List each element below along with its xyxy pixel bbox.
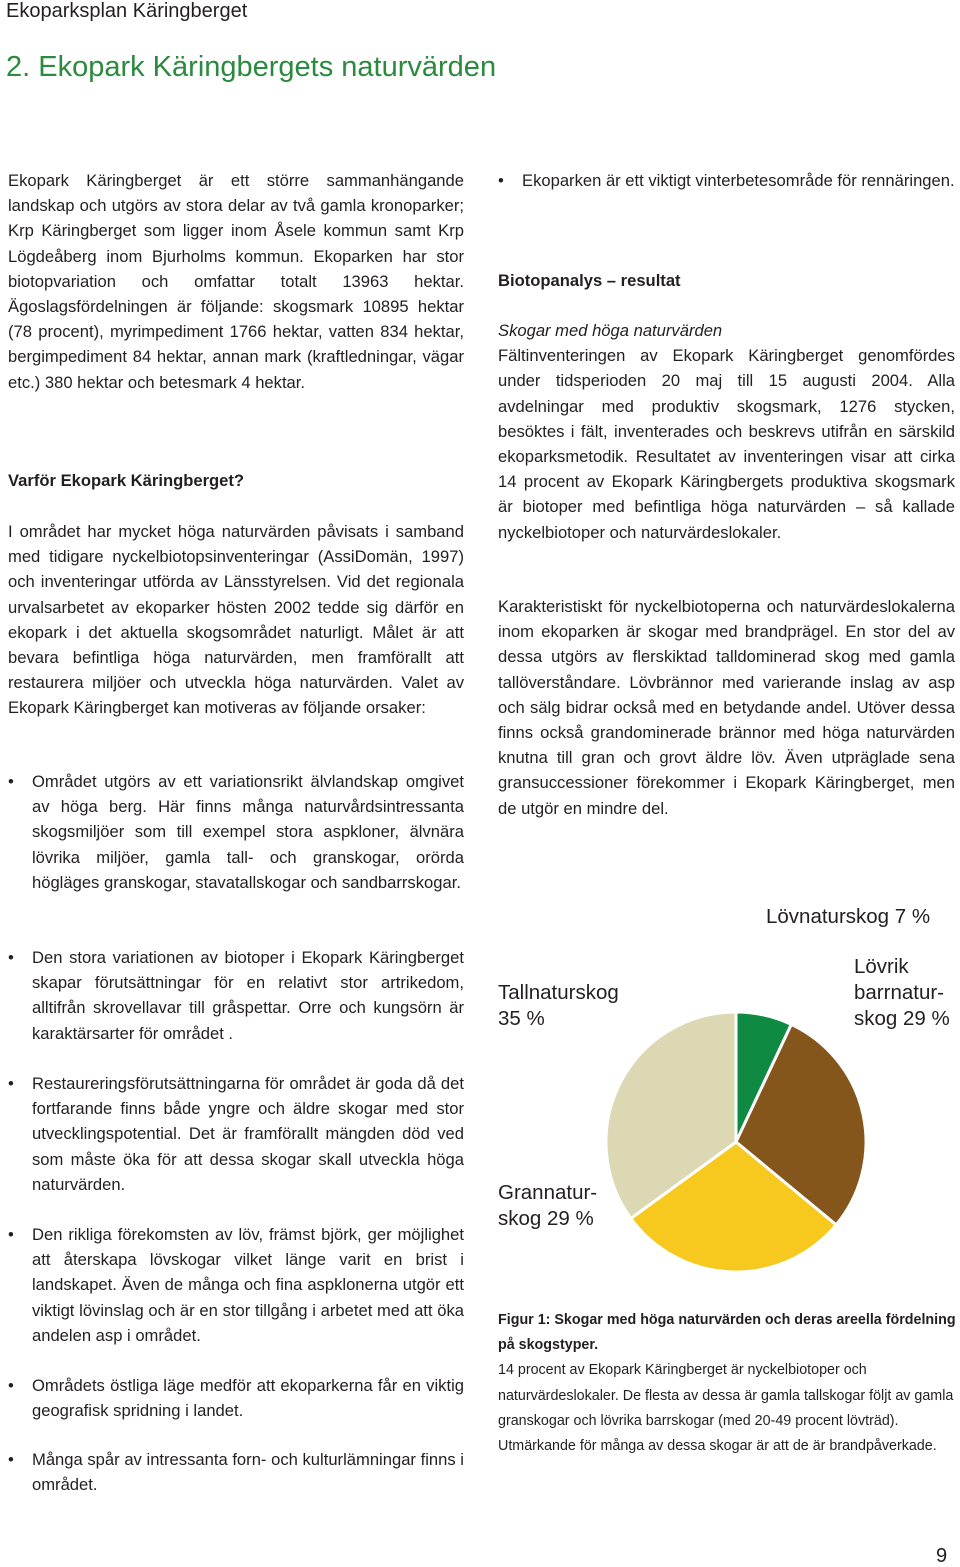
- running-header: [0, 0, 960, 24]
- figure-caption: [498, 1308, 956, 1459]
- caption-text: 14 procent av Ekopark Käringberget är nyckelbiotoper och naturvärdeslokaler. De flesta av dessa är gamla tallskogar följt av gamla granskogar och lövrika barrskogar (med 20-49 procent lövträd). Utmärkande för många av dessa skogar är att de är brandpåverkade.: [498, 1362, 954, 1455]
- caption-title: Figur 1: Skogar med höga naturvärden och deras areella fördelning på skogstyper.: [498, 1312, 956, 1354]
- reasons-list-4: [8, 1222, 464, 1348]
- reason-bullet: • Den stora variationen av biotoper i Ekopark Käringberget skapar förutsättningar för en relativt stor artrikedom, alltifrån skrovellavar till gråspettar. Orre och kungsörn är karaktärsarter för området .: [8, 945, 464, 1046]
- analysis-heading: Biotopanalys – resultat: [498, 271, 681, 290]
- reason-bullet: • Området utgörs av ett variationsrikt älvlandskap omgivet av höga berg. Här finns många naturvårdsintressanta skogsmiljöer som till exempel stora aspkloner, älvnära lövrika miljöer, gamla tall- och granskogar, orörda högläges granskogar, stavatallskogar och sandbarrskogar.: [8, 769, 464, 895]
- reason-bullet: • Områdets östliga läge medför att ekoparkerna får en viktig geografisk spridning i landet.: [8, 1373, 464, 1423]
- pie-chart: [490, 900, 960, 1300]
- reasons-list-6: [8, 1447, 464, 1497]
- label-lovrik-barrnaturskog: Lövrik barrnatur- skog 29 %: [854, 955, 950, 1030]
- label-lovnaturskog: Lövnaturskog 7 %: [766, 905, 931, 928]
- reasons-list-1: [8, 769, 464, 895]
- label-grannaturskog: Grannatur- skog 29 %: [498, 1181, 598, 1230]
- section-title: 2. Ekopark Käringbergets naturvärden: [6, 51, 497, 83]
- left-column: [8, 168, 464, 395]
- reasons-list-3: [8, 1071, 464, 1197]
- character-section: [498, 594, 955, 821]
- why-body: [8, 519, 464, 721]
- why-heading: Varför Ekopark Käringberget?: [8, 471, 245, 490]
- field-section: [498, 318, 955, 545]
- intro-paragraph: Ekopark Käringberget är ett större sammanhängande landskap och utgörs av stora delar av två gamla kronoparker; Krp Käringberget som ligger inom Åsele kommun samt Krp Lögdeåberg inom Bjurholms kommun. Ekoparken har stor biotopvariation och omfattar totalt 13963 hektar. Ägoslagsfördelningen är följande: skogsmark 10895 hektar (78 procent), myrimpediment 1766 hektar, vatten 834 hektar, bergimpediment 84 hektar, annan mark (kraftledningar, vägar etc.) 380 hektar och betesmark 4 hektar.: [8, 171, 464, 392]
- why-section: [8, 468, 464, 493]
- why-paragraph: I området har mycket höga naturvärden påvisats i samband med tidigare nyckelbiotopsinventeringar (AssiDomän, 1997) och inventeringar utförda av Länsstyrelsen. Vid det regionala urvalsarbetet av ekoparker hösten 2002 tedde sig därför en ekopark i det aktuella skogsområdet naturligt. Målet är att bevara befintliga höga naturvärden, men framförallt att restaurera miljöer och utveckla höga naturvärden. Valet av Ekopark Käringberget kan motiveras av följande orsaker:: [8, 522, 464, 718]
- page-number: 9: [936, 1545, 948, 1567]
- forests-subheading: Skogar med höga naturvärden: [498, 321, 723, 340]
- reasons-list-2: [8, 945, 464, 1046]
- right-top-list: [498, 168, 955, 193]
- running-title: Ekoparksplan Käringberget: [6, 0, 248, 22]
- field-paragraph: Fältinventeringen av Ekopark Käringberget genomfördes under tidsperioden 20 maj till 15 augusti 2004. Alla avdelningar med produktiv skogsmark, 1276 stycken, besöktes i fält, inventerades och beskrevs utifrån en särskild ekoparksmetodik. Resultatet av inventeringen visar att cirka 14 procent av Ekopark Käringbergets produktiva skogsmark är biotoper med befintliga höga naturvärden – så kallade nyckelbiotoper och naturvärdeslokaler.: [498, 346, 955, 542]
- analysis-section: [498, 268, 955, 293]
- reason-bullet: • Många spår av intressanta forn- och kulturlämningar finns i området.: [8, 1447, 464, 1497]
- character-paragraph: Karakteristiskt för nyckelbiotoperna och naturvärdeslokalerna inom ekoparken är skogar med brandprägel. En stor del av dessa utgörs av flerskiktad talldominerad skog med gamla tallöverståndare. Lövbrännor med varierande inslag av asp och sälg bidrar också med en betydande andel. Utöver dessa finns också grandominerade brännor med höga naturvärden knutna till gran och grovt äldre löv. Även utpräglade sena gransuccessioner förekommer i Ekopark Käringberget, men de utgör en mindre del.: [498, 597, 955, 818]
- reasons-list-5: [8, 1373, 464, 1423]
- reindeer-bullet: • Ekoparken är ett viktigt vinterbetesområde för rennäringen.: [498, 168, 955, 193]
- reason-bullet: • Den rikliga förekomsten av löv, främst björk, ger möjlighet att återskapa lövskogar vilket länge varit en brist i landskapet. Även de många och fina aspklonerna utgör ett viktigt lövinslag och är en stor tillgång i arbetet med att öka andelen asp i området.: [8, 1222, 464, 1348]
- label-tallnaturskog: Tallnaturskog 35 %: [498, 981, 619, 1030]
- reason-bullet: • Restaureringsförutsättningarna för området är goda då det fortfarande finns både yngre och äldre skogar med stor utvecklingspotential. Det är framförallt mängden död ved som måste öka för att dessa skogar skall utveckla höga naturvärden.: [8, 1071, 464, 1197]
